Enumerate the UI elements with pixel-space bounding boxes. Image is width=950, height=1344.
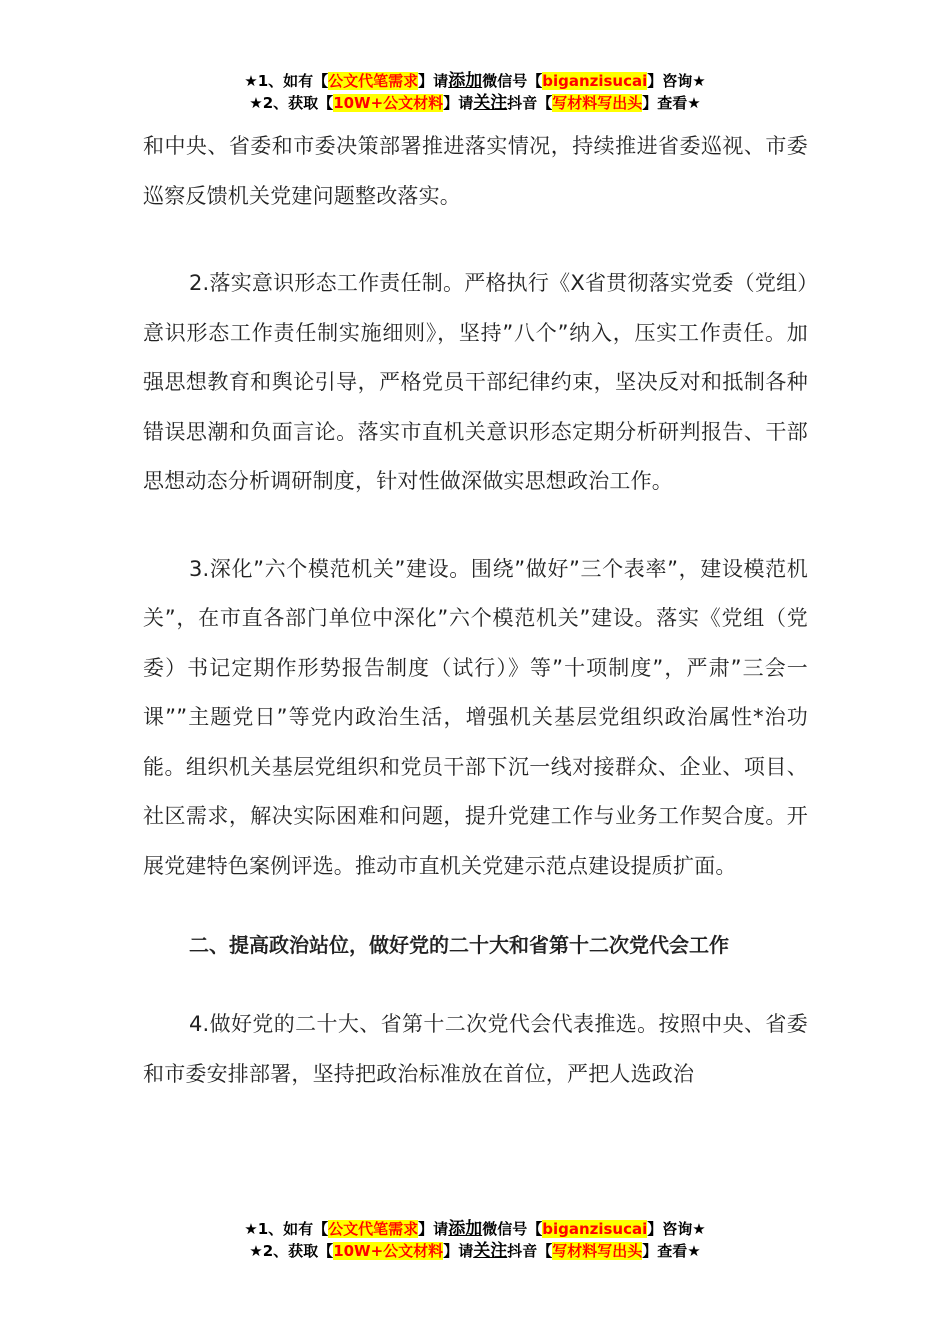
banner-text: 抖音【 — [507, 94, 553, 112]
paragraph-2: 2.落实意识形态工作责任制。严格执行《X省贯彻落实党委（党组）意识形态工作责任制实施细则》，坚持”八个”纳入，压实工作责任。加强思想教育和舆论引导，严格党员干部纪律约束，坚决反对和抵制各种错误思潮和负面言论。落实市直机关意识形态定期分析研判报告、干部思想动态分析调研制度，针对性做深做实思想政治工作。 — [143, 271, 808, 493]
section-heading-2: 二、提高政治站位，做好党的二十大和省第十二次党代会工作 — [189, 933, 729, 957]
banner-line-2 — [0, 92, 950, 114]
banner-text: ★1、如有【 — [244, 72, 329, 90]
banner-text: ★1、如有【 — [244, 1220, 329, 1238]
banner-text: 】请 — [418, 1220, 449, 1238]
banner-text: 】咨询★ — [647, 72, 706, 90]
banner-text: 】咨询★ — [647, 1220, 706, 1238]
banner-highlight: 公文代笔需求 — [328, 72, 419, 90]
paragraph-3: 3.深化”六个模范机关”建设。围绕”做好”三个表率”，建设模范机关”，在市直各部门单位中深化”六个模范机关”建设。落实《党组（党委）书记定期作形势报告制度（试行）》等”十项制度”，严肃”三会一课””主题党日”等党内政治生活，增强机关基层党组织政治属性*治功能。组织机关基层党组织和党员干部下沉一线对接群众、企业、项目、社区需求，解决实际困难和问题，提升党建工作与业务工作契合度。开展党建特色案例评选。推动市直机关党建示范点建设提质扩面。 — [143, 556, 808, 878]
banner-text: 】请 — [443, 94, 474, 112]
banner-text: 】查看★ — [642, 94, 701, 112]
paragraph-4: 4.做好党的二十大、省第十二次党代会代表推选。按照中央、省委和市委安排部署，坚持把政治标准放在首位，严把人选政治 — [143, 1012, 808, 1086]
banner-highlight: 公文代笔需求 — [328, 1220, 419, 1238]
banner-line-2 — [0, 1240, 950, 1262]
banner-highlight: 10W+公文材料 — [333, 94, 444, 112]
banner-wechat-id: biganzisucai — [542, 1220, 648, 1238]
banner-highlight: 10W+公文材料 — [333, 1242, 444, 1260]
banner-text: ★2、获取【 — [249, 94, 334, 112]
footer-banner — [0, 1218, 950, 1262]
banner-emphasis: 添加 — [448, 71, 483, 91]
banner-text: ★2、获取【 — [249, 1242, 334, 1260]
banner-wechat-id: biganzisucai — [542, 72, 648, 90]
banner-emphasis: 关注 — [473, 93, 508, 113]
banner-emphasis: 关注 — [473, 1241, 508, 1261]
paragraph-1-continued: 和中央、省委和市委决策部署推进落实情况，持续推进省委巡视、市委巡察反馈机关党建问题整改落实。 — [143, 134, 808, 208]
banner-line-1 — [0, 70, 950, 92]
banner-text: 】请 — [443, 1242, 474, 1260]
banner-text: 微信号【 — [482, 72, 543, 90]
banner-text: 】请 — [418, 72, 449, 90]
banner-douyin-id: 写材料写出头 — [552, 94, 643, 112]
banner-emphasis: 添加 — [448, 1219, 483, 1239]
banner-douyin-id: 写材料写出头 — [552, 1242, 643, 1260]
banner-text: 微信号【 — [482, 1220, 543, 1238]
banner-text: 抖音【 — [507, 1242, 553, 1260]
header-banner — [0, 70, 950, 114]
banner-text: 】查看★ — [642, 1242, 701, 1260]
document-body — [143, 122, 808, 1099]
banner-line-1 — [0, 1218, 950, 1240]
